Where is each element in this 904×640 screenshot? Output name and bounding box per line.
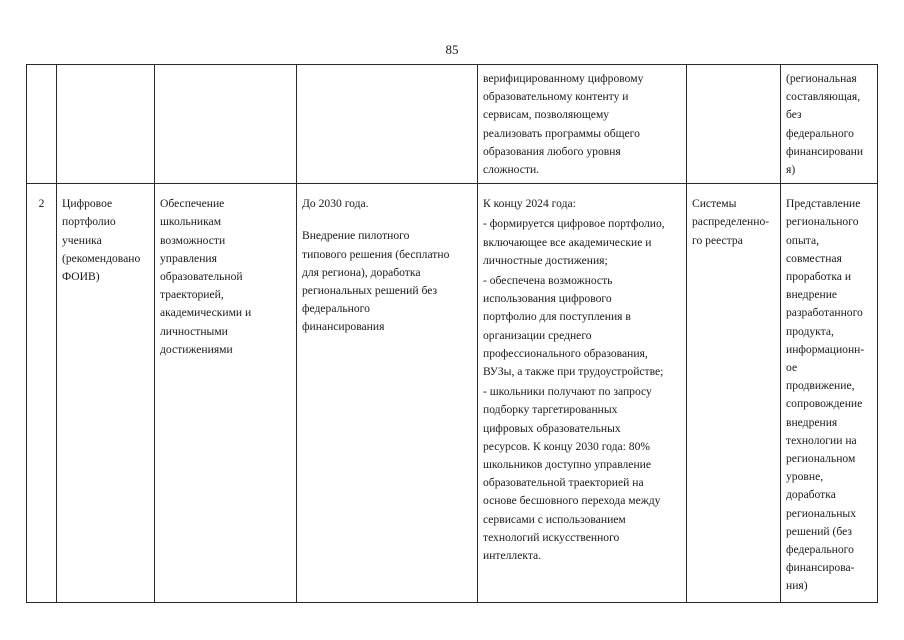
text-line: - обеспечена возможность: [483, 274, 613, 288]
text-line: сопровождение: [786, 397, 863, 411]
text-line: возможности: [160, 233, 226, 247]
text-line: Обеспечение: [160, 197, 225, 211]
text-line: го реестра: [692, 233, 743, 247]
text-line: федерального: [786, 126, 854, 140]
text-line: проработка и: [786, 270, 852, 284]
text-line: академическими и: [160, 306, 252, 320]
text-line: сервисами с использованием: [483, 512, 626, 526]
results-heading: К концу 2024 года:: [483, 197, 576, 211]
text-line: ученика: [62, 233, 102, 247]
text-line: сложности.: [483, 163, 540, 177]
text-line: ния): [786, 579, 808, 593]
text-line: федерального: [302, 302, 370, 316]
text-line: технологий искусственного: [483, 530, 620, 544]
text-line: образовательному контенту и: [483, 90, 629, 104]
text-line: технологии на: [786, 433, 857, 447]
text-line: разработанного: [786, 306, 863, 320]
text-line: совместная: [786, 251, 842, 265]
text-line: профессионального образования,: [483, 346, 648, 360]
text-line: верифицированному цифровому: [483, 72, 644, 85]
text-line: личностные достижения;: [483, 253, 608, 267]
text-line: Цифровое: [62, 197, 113, 211]
text-line: ВУЗы, а также при трудоустройстве;: [483, 365, 664, 379]
goal-cell: [155, 184, 297, 603]
text-line: федерального: [786, 543, 854, 557]
text-line: (рекомендовано: [62, 251, 141, 265]
cont-cell-deadline: [297, 65, 478, 184]
text-line: сервисам, позволяющему: [483, 108, 610, 122]
text-line: ресурсов. К концу 2030 года: 80%: [483, 439, 651, 453]
text-line: образовательной: [160, 270, 243, 284]
participation-cell: [781, 184, 878, 603]
text-line: подборку таргетированных: [483, 403, 618, 417]
text-line: достижениями: [160, 342, 233, 356]
cont-participation-text: [786, 70, 873, 179]
text-line: ое: [786, 361, 798, 375]
cont-cell-name: [57, 65, 155, 184]
text-line: типового решения (бесплатно: [302, 247, 450, 261]
text-line: финансировани: [786, 144, 864, 158]
text-line: региональном: [786, 452, 856, 466]
text-line: - школьники получают по запросу: [483, 385, 652, 399]
text-line: школьникам: [160, 215, 222, 229]
text-line: школьников доступно управление: [483, 458, 652, 472]
results-item-2: [483, 272, 682, 381]
text-line: я): [786, 163, 796, 177]
text-line: продвижение,: [786, 379, 855, 393]
text-line: ФОИВ): [62, 270, 100, 284]
text-line: внедрение: [786, 288, 838, 302]
results-cell: [478, 184, 687, 603]
text-line: управления: [160, 251, 217, 265]
text-line: личностными: [160, 324, 228, 338]
text-line: реализовать программы общего: [483, 126, 640, 140]
cont-cell-participation: [781, 65, 878, 184]
text-line: внедрения: [786, 415, 838, 429]
text-line: образовательной траекторией на: [483, 476, 644, 490]
cont-results-text: [483, 70, 682, 179]
text-line: без: [786, 108, 802, 122]
text-line: Представление: [786, 197, 861, 211]
table-row-2: [27, 184, 878, 603]
pilot-text: [302, 227, 473, 336]
text-line: региональных: [786, 506, 857, 520]
deadline-text: До 2030 года.: [302, 197, 369, 211]
technology-cell: [687, 184, 781, 603]
text-line: доработка: [786, 488, 836, 502]
text-line: включающее все академические и: [483, 235, 652, 249]
text-line: (региональная: [786, 72, 857, 85]
cont-cell-tech: [687, 65, 781, 184]
deadline-cell: [297, 184, 478, 603]
text-line: основе бесшовного перехода между: [483, 494, 661, 508]
cont-cell-number: [27, 65, 57, 184]
initiative-name-cell: [57, 184, 155, 603]
text-line: составляющая,: [786, 90, 861, 104]
text-line: продукта,: [786, 324, 834, 338]
text-line: Системы: [692, 197, 737, 211]
initiatives-table: [26, 64, 878, 603]
row-number: 2: [27, 184, 57, 603]
cont-cell-results: [478, 65, 687, 184]
text-line: информационн-: [786, 342, 865, 356]
text-line: - формируется цифровое портфолио,: [483, 217, 665, 231]
results-item-3: [483, 383, 682, 565]
text-line: цифровых образовательных: [483, 421, 621, 435]
text-line: траекторией,: [160, 288, 224, 302]
cont-cell-goal: [155, 65, 297, 184]
text-line: региональных решений без: [302, 284, 438, 298]
text-line: Внедрение пилотного: [302, 229, 410, 243]
text-line: финансирования: [302, 320, 385, 334]
results-item-1: [483, 215, 682, 270]
text-line: портфолио: [62, 215, 116, 229]
text-line: уровне,: [786, 470, 824, 484]
text-line: интеллекта.: [483, 549, 542, 563]
text-line: решений (без: [786, 524, 853, 538]
text-line: финансирова-: [786, 561, 855, 575]
text-line: для региона), доработка: [302, 265, 421, 279]
text-line: образования любого уровня: [483, 144, 621, 158]
table-row-continuation: [27, 65, 878, 184]
text-line: использования цифрового: [483, 292, 612, 306]
page-number: 85: [445, 42, 459, 57]
text-line: распределенно-: [692, 215, 770, 229]
text-line: портфолио для поступления в: [483, 310, 631, 324]
text-line: регионального: [786, 215, 859, 229]
text-line: организации среднего: [483, 328, 592, 342]
text-line: опыта,: [786, 233, 820, 247]
